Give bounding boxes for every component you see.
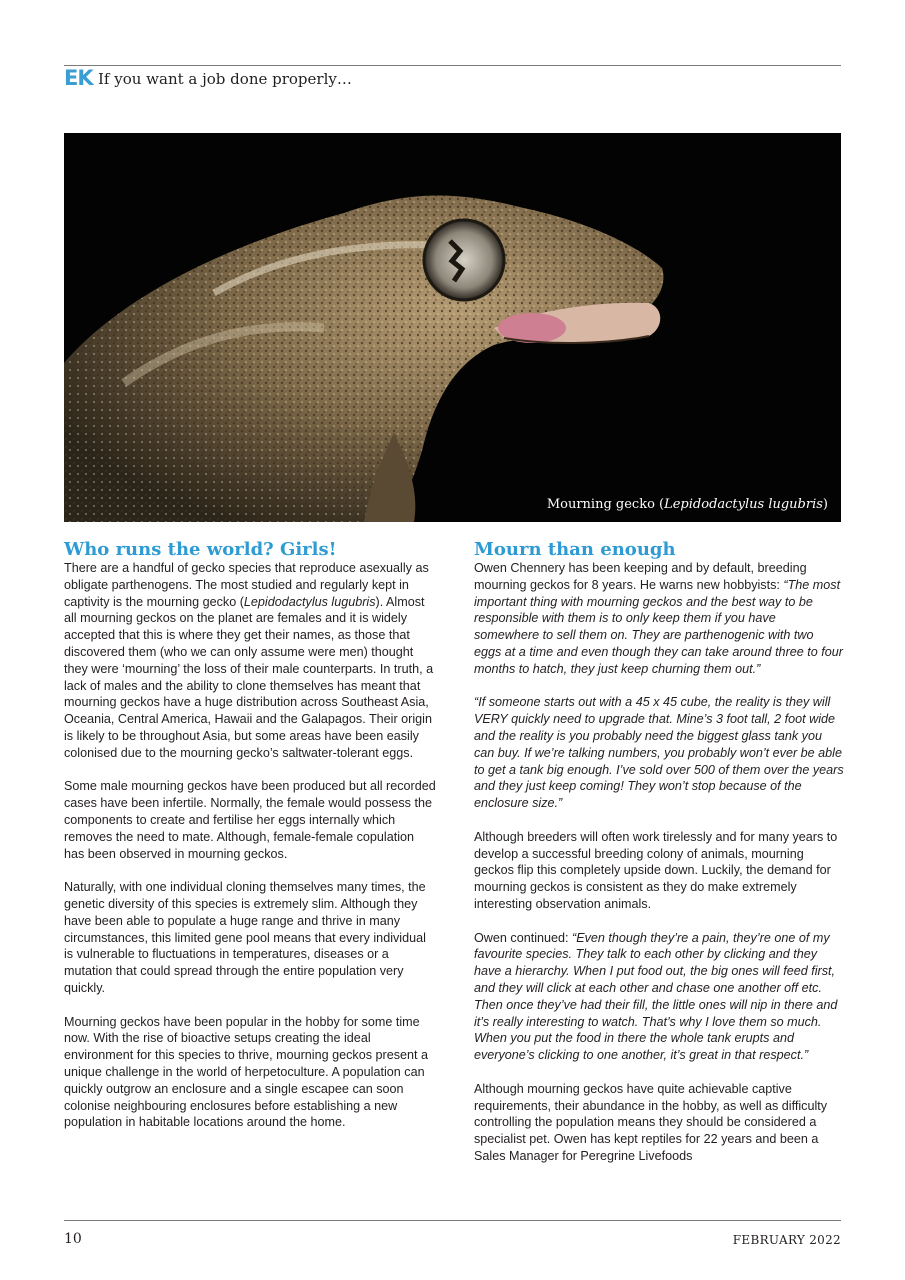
right-p1-quote: “The most important thing with mourning geckos and the best way to be responsible with them is to only keep them if you have somewhere to sell them on. They are parthenogenic with two eggs at a time and even though they can take around three to four months to hatch, they just keep churning them out.” [474, 577, 843, 676]
gecko-illustration [64, 133, 841, 522]
header-rule [64, 65, 841, 66]
section-title: If you want a job done properly… [98, 70, 352, 88]
page-number: 10 [64, 1231, 82, 1247]
left-p1-species: Lepidodactylus lugubris [243, 594, 376, 609]
left-paragraph-3: Naturally, with one individual cloning themselves many times, the genetic diversity of this species is extremely slim. Although they have been able to populate a huge range and thrive in many circumstances, this limited gene pool means that every individual is vulnerable to fluctuations in temperatures, diseases or a mutation that could spread through the entire population very quickly. [64, 880, 426, 995]
right-p1-intro: Owen Chennery has been keeping and by default, breeding mourning geckos for 8 years. He warns new hobbyists: [474, 561, 807, 592]
right-p4-intro: Owen continued: [474, 930, 573, 945]
caption-species: Lepidodactylus lugubris [664, 497, 823, 512]
right-heading: Mourn than enough [474, 539, 676, 560]
left-paragraph-2: Some male mourning geckos have been produced but all recorded cases have been infertile. Normally, the female would possess the components to create and fertilise her eggs internally which removes the need to mate. Although, female-female copulation has been observed in mourning geckos. [64, 779, 436, 861]
caption-prefix: Mourning gecko ( [546, 497, 665, 512]
right-paragraph-5: Although mourning geckos have quite achievable captive requirements, their abundance in the hobby, as well as difficulty controlling the population means they should be considered a specialist pet. Owen has kept reptiles for 22 years and been a Sales Manager for Peregrine Livefoods [474, 1081, 828, 1163]
left-column [64, 540, 436, 1148]
left-p1-part-a: There are a handful of gecko species that reproduce asexually as obligate parthenogens. The most studied and regularly kept in captivity is the mourning gecko ( [64, 561, 429, 609]
left-paragraph-1 [64, 560, 436, 762]
photo-caption [547, 497, 828, 512]
footer-rule [64, 1220, 841, 1221]
left-paragraph-4: Mourning geckos have been popular in the hobby for some time now. With the rise of bioactive setups creating the ideal environment for this species to thrive, mourning geckos present a unique challenge in the world of herpetoculture. A population can quickly outgrow an enclosure and a single escapee can soon colonise neighbouring enclosures before establishing a new population in habitable locations around the home. [64, 1014, 429, 1130]
right-paragraph-2-quote: “If someone starts out with a 45 x 45 cube, the reality is they will VERY quickly need to upgrade that. Mine’s 3 foot tall, 2 foot wide and the reality is you probably need the biggest glass tank you can buy. If we’re talking numbers, you probably won’t ever be able to get a tank big enough. I’ve sold over 500 of them over the years and they just keep coming! They won’t stop because of the enclosure size.” [474, 695, 844, 811]
right-paragraph-4 [474, 930, 844, 1064]
caption-suffix: ) [822, 497, 828, 512]
issue-date: FEBRUARY 2022 [732, 1233, 841, 1247]
hero-photo [64, 133, 841, 522]
left-p1-part-b: ). Almost all mourning geckos on the planet are females and it is widely accepted that this is where they get their names, as those that discovered them (who we can only assume were men) thought they were ‘mourning’ the loss of their male counterparts. In truth, a lack of males and the ability to clone themselves has meant that mourning geckos have a huge distribution across Southeast Asia, Oceania, Central America, Hawaii and the Galapagos. Their origin is likely to be throughout Asia, but some areas have been easily colonised due to the mourning gecko’s saltwater-tolerant eggs. [64, 594, 434, 760]
right-paragraph-3: Although breeders will often work tirelessly and for many years to develop a successful breeding colony of animals, mourning geckos flip this completely upside down. Luckily, the demand for mourning geckos is consistent as they do make extremely interesting observation animals. [474, 829, 838, 911]
right-p4-quote: “Even though they’re a pain, they’re one of my favourite species. They talk to each other by clicking and they have a hierarchy. When I put food out, the big ones will feed first, and they will click at each other and chase one another off etc. Then once they’ve had their fill, the little ones will nip in there and it’s really interesting to watch. That’s why I love them so much. When you put the food in there the whole tank erupts and everyone’s clicking to one another, it’s great in that respect.” [474, 930, 838, 1063]
right-column [474, 540, 844, 1181]
left-heading: Who runs the world? Girls! [64, 539, 337, 560]
magazine-logo: EK [64, 66, 93, 90]
right-paragraph-1 [474, 560, 844, 678]
